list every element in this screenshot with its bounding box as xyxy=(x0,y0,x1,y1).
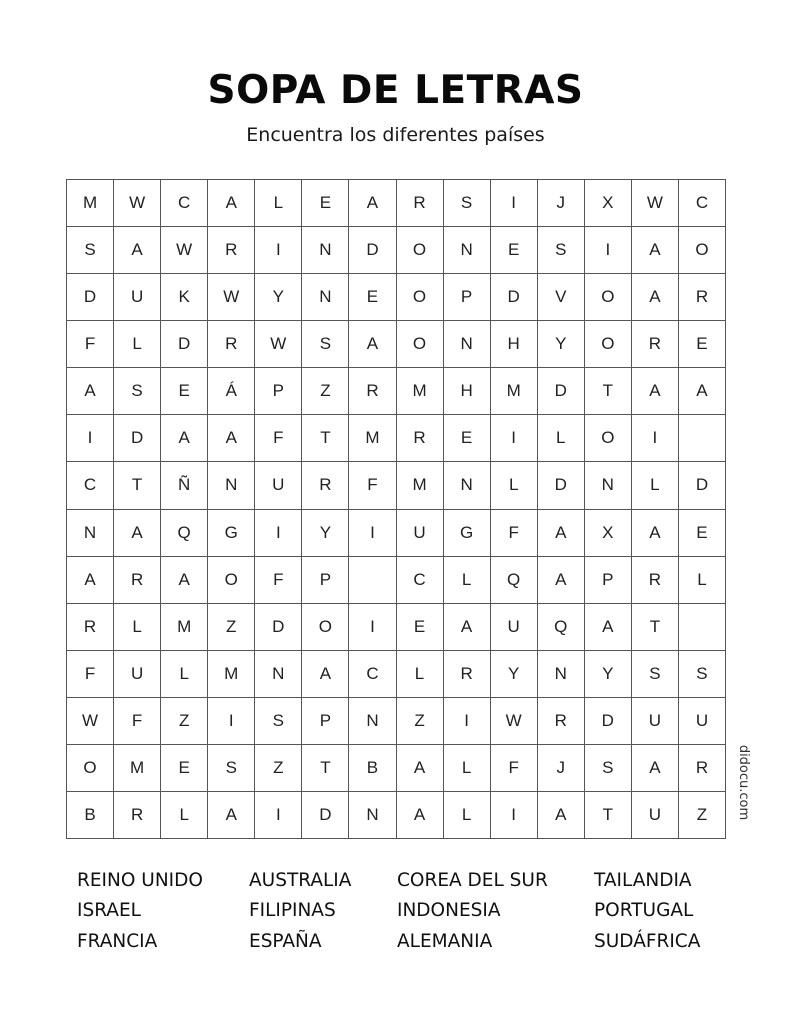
grid-cell[interactable]: N xyxy=(444,321,491,368)
grid-cell[interactable]: A xyxy=(161,557,208,604)
grid-cell[interactable]: M xyxy=(114,745,161,792)
grid-cell[interactable]: L xyxy=(491,462,538,509)
grid-cell[interactable]: U xyxy=(679,698,726,745)
grid-cell[interactable]: E xyxy=(302,180,349,227)
word-list-item: TAILANDIA xyxy=(594,870,692,891)
grid-cell[interactable]: H xyxy=(491,321,538,368)
word-list-item: ISRAEL xyxy=(77,900,141,921)
grid-cell[interactable]: S xyxy=(679,651,726,698)
grid-cell[interactable]: E xyxy=(161,368,208,415)
grid-cell[interactable]: J xyxy=(538,180,585,227)
grid-cell[interactable]: Z xyxy=(302,368,349,415)
grid-cell[interactable]: R xyxy=(67,604,114,651)
grid-cell[interactable]: R xyxy=(114,557,161,604)
grid-cell[interactable]: Z xyxy=(255,745,302,792)
grid-cell[interactable]: R xyxy=(632,321,679,368)
grid-cell[interactable]: R xyxy=(679,745,726,792)
grid-cell[interactable]: U xyxy=(397,510,444,557)
grid-cell[interactable]: E xyxy=(444,415,491,462)
grid-cell[interactable]: M xyxy=(349,415,396,462)
grid-cell[interactable]: R xyxy=(397,180,444,227)
grid-cell[interactable]: N xyxy=(302,227,349,274)
grid-cell[interactable]: F xyxy=(114,698,161,745)
grid-cell[interactable]: L xyxy=(161,651,208,698)
word-list-item: FILIPINAS xyxy=(249,900,336,921)
grid-cell[interactable] xyxy=(349,557,396,604)
grid-cell[interactable]: L xyxy=(679,557,726,604)
grid-cell[interactable]: A xyxy=(632,274,679,321)
grid-cell[interactable]: I xyxy=(349,510,396,557)
grid-cell[interactable]: S xyxy=(632,651,679,698)
grid-cell[interactable]: D xyxy=(161,321,208,368)
word-list-item: REINO UNIDO xyxy=(77,870,203,891)
grid-cell[interactable]: Ñ xyxy=(161,462,208,509)
grid-cell[interactable]: T xyxy=(114,462,161,509)
grid-cell[interactable]: I xyxy=(491,180,538,227)
grid-cell[interactable]: O xyxy=(679,227,726,274)
grid-cell[interactable]: R xyxy=(349,368,396,415)
grid-cell[interactable]: I xyxy=(491,415,538,462)
grid-cell[interactable]: P xyxy=(302,698,349,745)
grid-cell[interactable]: L xyxy=(444,745,491,792)
grid-cell[interactable]: S xyxy=(302,321,349,368)
grid-cell[interactable]: W xyxy=(632,180,679,227)
grid-cell[interactable]: E xyxy=(491,227,538,274)
grid-cell[interactable]: S xyxy=(444,180,491,227)
grid-cell[interactable]: U xyxy=(491,604,538,651)
grid-cell[interactable]: A xyxy=(114,510,161,557)
grid-cell[interactable]: T xyxy=(302,745,349,792)
grid-cell[interactable]: A xyxy=(632,510,679,557)
grid-cell[interactable]: F xyxy=(67,651,114,698)
grid-cell[interactable]: S xyxy=(585,745,632,792)
grid-cell[interactable]: F xyxy=(255,557,302,604)
grid-cell[interactable]: N xyxy=(67,510,114,557)
grid-cell[interactable]: A xyxy=(114,227,161,274)
grid-cell[interactable]: A xyxy=(208,415,255,462)
grid-cell[interactable]: A xyxy=(444,604,491,651)
grid-cell[interactable]: N xyxy=(538,651,585,698)
grid-cell[interactable]: I xyxy=(67,415,114,462)
grid-cell[interactable] xyxy=(679,604,726,651)
grid-cell[interactable]: A xyxy=(538,792,585,839)
grid-cell[interactable]: A xyxy=(538,557,585,604)
grid-cell[interactable]: M xyxy=(397,462,444,509)
grid-cell[interactable]: I xyxy=(208,698,255,745)
grid-cell[interactable]: U xyxy=(114,274,161,321)
grid-cell[interactable]: A xyxy=(208,792,255,839)
grid-cell[interactable]: M xyxy=(67,180,114,227)
grid-cell[interactable]: L xyxy=(397,651,444,698)
grid-cell[interactable]: Y xyxy=(538,321,585,368)
grid-cell[interactable]: Z xyxy=(679,792,726,839)
grid-cell[interactable]: W xyxy=(67,698,114,745)
grid-cell[interactable]: M xyxy=(208,651,255,698)
grid-cell[interactable]: A xyxy=(632,745,679,792)
grid-cell[interactable]: N xyxy=(444,227,491,274)
grid-cell[interactable]: A xyxy=(397,792,444,839)
grid-cell[interactable]: N xyxy=(208,462,255,509)
grid-cell[interactable]: T xyxy=(585,792,632,839)
grid-cell[interactable]: D xyxy=(114,415,161,462)
grid-cell[interactable]: R xyxy=(632,557,679,604)
grid-cell[interactable]: A xyxy=(538,510,585,557)
grid-cell[interactable]: G xyxy=(444,510,491,557)
grid-cell[interactable]: E xyxy=(161,745,208,792)
grid-cell[interactable]: D xyxy=(679,462,726,509)
word-list-item: SUDÁFRICA xyxy=(594,931,701,952)
grid-cell[interactable]: M xyxy=(161,604,208,651)
word-list-item: COREA DEL SUR xyxy=(397,870,548,891)
grid-cell[interactable]: Z xyxy=(161,698,208,745)
grid-cell[interactable]: M xyxy=(397,368,444,415)
grid-cell[interactable]: T xyxy=(632,604,679,651)
grid-cell[interactable]: A xyxy=(208,180,255,227)
grid-cell[interactable]: L xyxy=(161,792,208,839)
grid-cell[interactable]: C xyxy=(679,180,726,227)
grid-cell[interactable]: A xyxy=(302,651,349,698)
grid-cell[interactable]: D xyxy=(585,698,632,745)
grid-cell[interactable]: J xyxy=(538,745,585,792)
grid-cell[interactable]: X xyxy=(585,180,632,227)
grid-cell[interactable]: I xyxy=(585,227,632,274)
grid-cell[interactable]: U xyxy=(632,698,679,745)
grid-cell[interactable]: Y xyxy=(255,274,302,321)
grid-cell[interactable]: I xyxy=(255,227,302,274)
grid-cell[interactable]: R xyxy=(538,698,585,745)
grid-cell[interactable]: Q xyxy=(161,510,208,557)
grid-cell[interactable]: M xyxy=(491,368,538,415)
grid-cell[interactable]: A xyxy=(67,368,114,415)
grid-cell[interactable]: E xyxy=(349,274,396,321)
grid-cell[interactable]: U xyxy=(255,462,302,509)
grid-cell[interactable]: D xyxy=(491,274,538,321)
grid-cell[interactable]: O xyxy=(585,321,632,368)
grid-cell[interactable]: A xyxy=(632,227,679,274)
grid-cell[interactable]: F xyxy=(255,415,302,462)
grid-cell[interactable]: Z xyxy=(208,604,255,651)
grid-cell[interactable]: G xyxy=(208,510,255,557)
grid-cell[interactable]: A xyxy=(679,368,726,415)
grid-cell[interactable]: I xyxy=(255,510,302,557)
grid-cell[interactable]: L xyxy=(114,604,161,651)
grid-cell[interactable]: S xyxy=(67,227,114,274)
grid-cell[interactable]: Y xyxy=(302,510,349,557)
word-list-item: INDONESIA xyxy=(397,900,501,921)
grid-cell[interactable]: R xyxy=(302,462,349,509)
site-credit-text: didocu.com xyxy=(736,744,752,820)
grid-cell[interactable]: Q xyxy=(491,557,538,604)
word-list-item: ALEMANIA xyxy=(397,931,493,952)
word-list-item: FRANCIA xyxy=(77,931,158,952)
grid-cell[interactable]: Q xyxy=(538,604,585,651)
grid-cell[interactable]: C xyxy=(397,557,444,604)
grid-cell[interactable]: B xyxy=(349,745,396,792)
grid-cell[interactable]: S xyxy=(255,698,302,745)
grid-cell[interactable]: L xyxy=(538,415,585,462)
grid-cell[interactable]: I xyxy=(632,415,679,462)
grid-cell[interactable]: R xyxy=(208,227,255,274)
grid-cell[interactable]: X xyxy=(585,510,632,557)
grid-cell[interactable]: Á xyxy=(208,368,255,415)
grid-cell[interactable]: Y xyxy=(585,651,632,698)
grid-cell[interactable]: C xyxy=(67,462,114,509)
grid-cell[interactable]: A xyxy=(349,321,396,368)
page-title: SOPA DE LETRAS xyxy=(207,68,584,113)
grid-cell[interactable]: N xyxy=(349,698,396,745)
grid-cell[interactable]: I xyxy=(444,698,491,745)
grid-cell[interactable]: E xyxy=(397,604,444,651)
grid-cell[interactable]: D xyxy=(302,792,349,839)
grid-cell[interactable]: L xyxy=(255,180,302,227)
grid-cell[interactable]: U xyxy=(632,792,679,839)
grid-cell[interactable]: D xyxy=(349,227,396,274)
grid-cell[interactable]: Y xyxy=(491,651,538,698)
grid-cell[interactable]: W xyxy=(114,180,161,227)
grid-cell[interactable]: A xyxy=(632,368,679,415)
grid-cell[interactable]: P xyxy=(585,557,632,604)
grid-cell[interactable]: P xyxy=(255,368,302,415)
grid-cell[interactable]: U xyxy=(114,651,161,698)
grid-cell[interactable]: P xyxy=(444,274,491,321)
grid-cell[interactable]: O xyxy=(302,604,349,651)
grid-cell[interactable]: L xyxy=(632,462,679,509)
grid-cell[interactable]: A xyxy=(349,180,396,227)
grid-cell[interactable]: S xyxy=(538,227,585,274)
grid-cell[interactable]: C xyxy=(349,651,396,698)
grid-cell[interactable] xyxy=(679,415,726,462)
grid-cell[interactable]: O xyxy=(585,274,632,321)
grid-cell[interactable]: V xyxy=(538,274,585,321)
grid-cell[interactable]: N xyxy=(444,462,491,509)
grid-cell[interactable]: A xyxy=(67,557,114,604)
grid-cell[interactable]: O xyxy=(208,557,255,604)
grid-cell[interactable]: K xyxy=(161,274,208,321)
grid-cell[interactable]: F xyxy=(67,321,114,368)
grid-cell[interactable]: I xyxy=(255,792,302,839)
grid-cell[interactable]: F xyxy=(491,510,538,557)
grid-cell[interactable]: R xyxy=(444,651,491,698)
grid-cell[interactable]: A xyxy=(397,745,444,792)
letter-grid[interactable] xyxy=(66,179,726,839)
grid-cell[interactable]: B xyxy=(67,792,114,839)
grid-cell[interactable]: R xyxy=(679,274,726,321)
grid-cell[interactable]: D xyxy=(255,604,302,651)
grid-cell[interactable]: L xyxy=(114,321,161,368)
grid-cell[interactable]: E xyxy=(679,510,726,557)
grid-cell[interactable]: D xyxy=(538,462,585,509)
grid-cell[interactable]: F xyxy=(491,745,538,792)
grid-cell[interactable]: S xyxy=(114,368,161,415)
grid-cell[interactable]: W xyxy=(208,274,255,321)
grid-cell[interactable]: O xyxy=(397,227,444,274)
grid-cell[interactable]: R xyxy=(397,415,444,462)
grid-cell[interactable]: N xyxy=(585,462,632,509)
grid-cell[interactable]: I xyxy=(349,604,396,651)
grid-cell[interactable]: W xyxy=(491,698,538,745)
grid-cell[interactable]: L xyxy=(444,792,491,839)
grid-cell[interactable]: P xyxy=(302,557,349,604)
grid-cell[interactable]: I xyxy=(491,792,538,839)
grid-cell[interactable]: N xyxy=(349,792,396,839)
grid-cell[interactable]: F xyxy=(349,462,396,509)
grid-cell[interactable]: O xyxy=(397,321,444,368)
grid-cell[interactable]: N xyxy=(255,651,302,698)
site-credit xyxy=(728,732,760,832)
grid-cell[interactable]: D xyxy=(67,274,114,321)
word-list-item: PORTUGAL xyxy=(594,900,694,921)
word-list-item: ESPAÑA xyxy=(249,931,322,952)
grid-cell[interactable]: A xyxy=(585,604,632,651)
grid-cell[interactable]: N xyxy=(302,274,349,321)
grid-cell[interactable]: Z xyxy=(397,698,444,745)
grid-cell[interactable]: R xyxy=(114,792,161,839)
grid-cell[interactable]: D xyxy=(538,368,585,415)
word-list-item: AUSTRALIA xyxy=(249,870,352,891)
grid-cell[interactable]: A xyxy=(161,415,208,462)
grid-cell[interactable]: O xyxy=(397,274,444,321)
grid-cell[interactable]: L xyxy=(444,557,491,604)
grid-cell[interactable]: H xyxy=(444,368,491,415)
grid-cell[interactable]: O xyxy=(585,415,632,462)
grid-cell[interactable]: W xyxy=(255,321,302,368)
grid-cell[interactable]: S xyxy=(208,745,255,792)
grid-cell[interactable]: O xyxy=(67,745,114,792)
grid-cell[interactable]: T xyxy=(302,415,349,462)
page-subtitle: Encuentra los diferentes países xyxy=(246,124,545,146)
grid-cell[interactable]: E xyxy=(679,321,726,368)
grid-cell[interactable]: T xyxy=(585,368,632,415)
grid-cell[interactable]: C xyxy=(161,180,208,227)
grid-cell[interactable]: R xyxy=(208,321,255,368)
grid-cell[interactable]: W xyxy=(161,227,208,274)
